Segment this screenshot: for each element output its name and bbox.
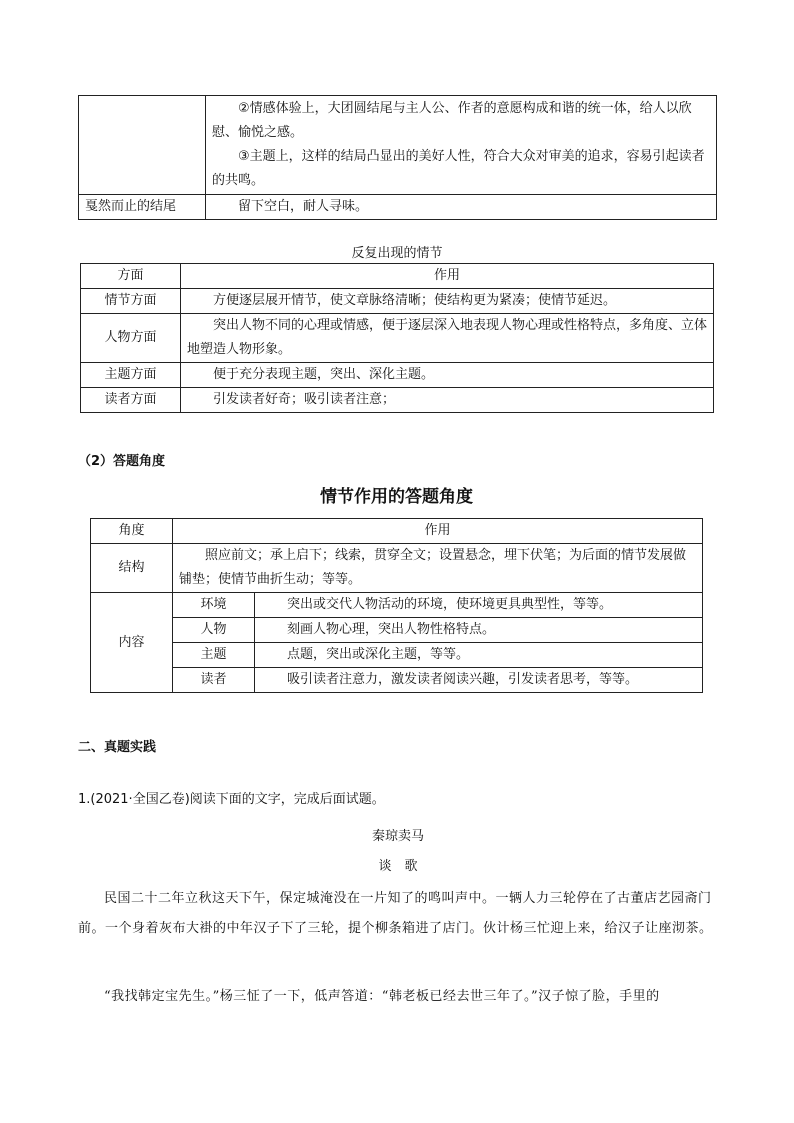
aspect-cell: 情节方面 (81, 289, 181, 314)
content-sub: 读者 (173, 668, 255, 693)
effect-cell: 突出人物不同的心理或情感，便于逐层深入地表现人物心理或性格特点，多角度、立体地塑造人物形象。 (181, 314, 714, 363)
table-header-row (91, 519, 703, 544)
table-cell (206, 96, 717, 195)
header-aspect: 方面 (81, 264, 181, 289)
story-paragraph: 民国二十二年立秋这天下午，保定城淹没在一片知了的鸣叫声中。一辆人力三轮停在了古董店艺园斋门前。一个身着灰布大褂的中年汉子下了三轮，提个柳条箱进了店门。伙计杨三忙迎上来，给汉子让座沏茶。 (78, 891, 713, 936)
structure-effect: 照应前文；承上启下；线索，贯穿全文；设置悬念，埋下伏笔；为后面的情节发展做铺垫；使情节曲折生动；等等。 (173, 544, 703, 593)
table-row (81, 314, 714, 363)
content-effect: 突出或交代人物活动的环境，使环境更具典型性，等等。 (255, 593, 703, 618)
ending-theme-text: ③主题上，这样的结局凸显出的美好人性，符合大众对审美的追求，容易引起读者的共鸣。 (212, 149, 705, 188)
table-header-row (81, 264, 714, 289)
table-row (91, 593, 703, 618)
content-effect: 刻画人物心理，突出人物性格特点。 (255, 618, 703, 643)
table-row (81, 363, 714, 388)
aspect-cell: 读者方面 (81, 388, 181, 413)
question-text: 1.(2021·全国乙卷)阅读下面的文字，完成后面试题。 (78, 792, 385, 807)
table-answer-angles (90, 518, 703, 693)
table-row (79, 96, 717, 195)
table-cell: 留下空白，耐人寻味。 (206, 195, 717, 220)
section-heading: （2）答题角度 (78, 454, 166, 469)
table-caption: 反复出现的情节 (351, 246, 443, 261)
table-repeated-plot (80, 263, 714, 413)
effect-cell: 方便逐层展开情节，使文章脉络清晰；使结构更为紧凑；使情节延迟。 (181, 289, 714, 314)
table-row (91, 544, 703, 593)
content-sub: 环境 (173, 593, 255, 618)
header-effect: 作用 (173, 519, 703, 544)
aspect-cell: 主题方面 (81, 363, 181, 388)
content-effect: 吸引读者注意力，激发读者阅读兴趣，引发读者思考，等等。 (255, 668, 703, 693)
aspect-cell: 人物方面 (81, 314, 181, 363)
table-row (91, 668, 703, 693)
header-effect: 作用 (181, 264, 714, 289)
table-row (79, 195, 717, 220)
content-sub: 人物 (173, 618, 255, 643)
table-cell-empty (79, 96, 206, 195)
table-row (91, 618, 703, 643)
effect-cell: 便于充分表现主题，突出、深化主题。 (181, 363, 714, 388)
content-effect: 点题，突出或深化主题，等等。 (255, 643, 703, 668)
effect-cell: 引发读者好奇；吸引读者注意； (181, 388, 714, 413)
table-row (81, 388, 714, 413)
table-row (81, 289, 714, 314)
angle-content: 内容 (91, 593, 173, 693)
part-heading: 二、真题实践 (78, 740, 157, 755)
table-title: 情节作用的答题角度 (320, 487, 473, 507)
angle-structure: 结构 (91, 544, 173, 593)
table-ending-types (78, 95, 717, 220)
header-angle: 角度 (91, 519, 173, 544)
story-paragraph: “我找韩定宝先生。”杨三怔了一下，低声答道：“韩老板已经去世三年了。”汉子惊了脸，手里的 (104, 989, 660, 1004)
table-row (91, 643, 703, 668)
content-sub: 主题 (173, 643, 255, 668)
story-author: 谈 歌 (378, 859, 418, 874)
story-title: 秦琼卖马 (371, 829, 424, 844)
table-cell-label: 戛然而止的结尾 (79, 195, 206, 220)
ending-emotion-text: ②情感体验上，大团圆结尾与主人公、作者的意愿构成和谐的统一体，给人以欣慰、愉悦之感。 (212, 101, 692, 140)
